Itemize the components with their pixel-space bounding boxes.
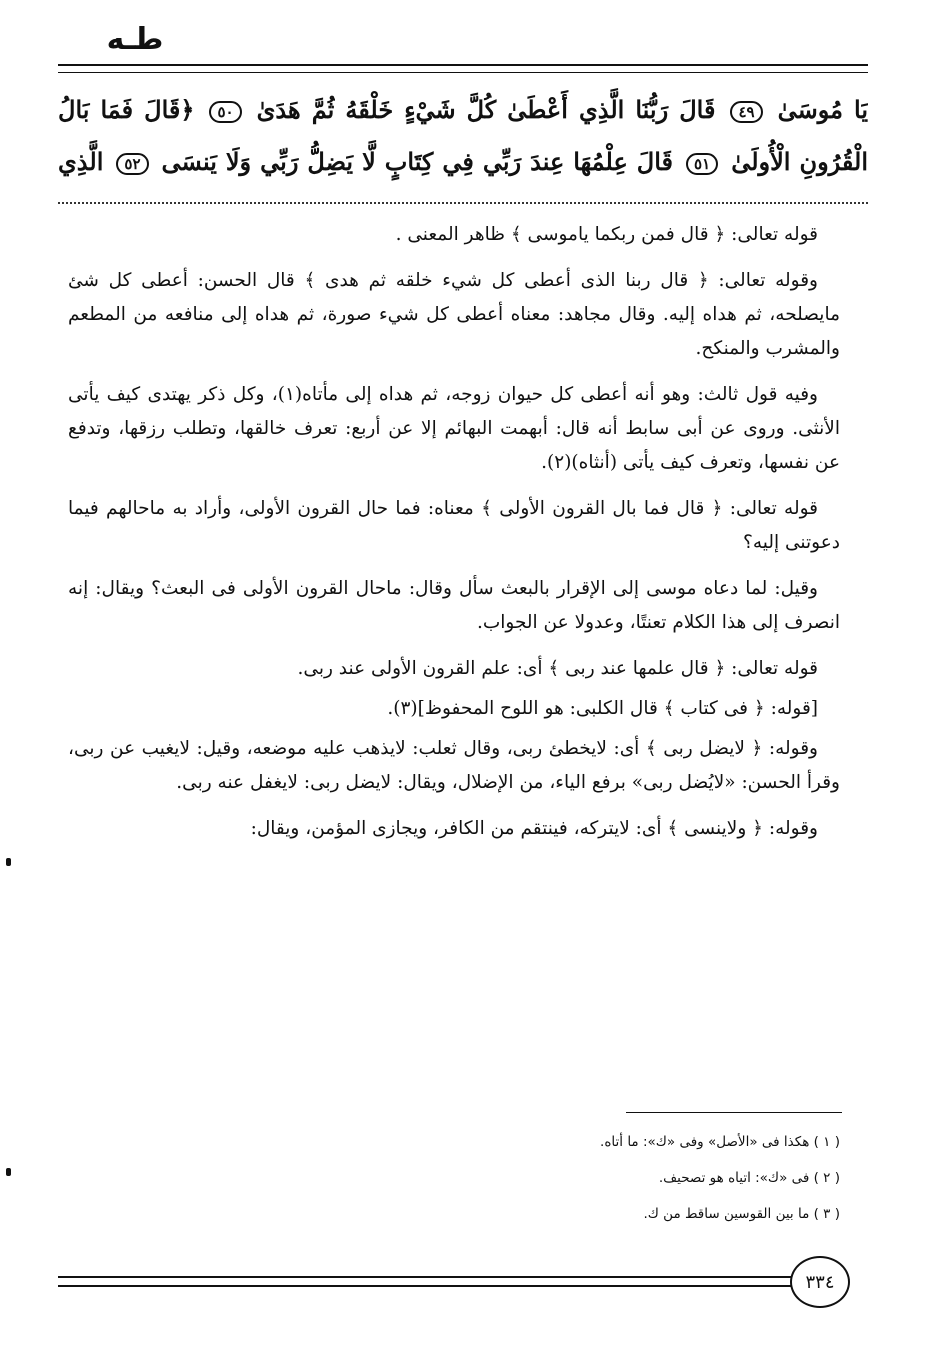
- commentary-text: [68, 218, 840, 858]
- footnote: ( ٢ ) فى «ك»: اتياه هو تصحيف.: [658, 1170, 840, 1186]
- footnotes: [100, 1124, 840, 1232]
- verse-number-mark: ٤٩: [730, 101, 762, 123]
- verse-text: الَّذِي: [58, 147, 104, 176]
- paragraph: وفيه قول ثالث: وهو أنه أعطى كل حيوان زوجه، ثم هداه إلى مأتاه(١)، وكل ذكر يهتدى كيف يأتى الأنثى. وروى عن أبى سابط أنه قال: أبهمت البهائم إلا عن أربع: تعرف خالقها، وتطلب رزقها، وتدفع عن نفسها، وتعرف كيف يأتى (أنثاه)(٢).: [68, 384, 840, 473]
- paragraph: وقيل: لما دعاه موسى إلى الإقرار بالبعث سأل وقال: ماحال القرون الأولى فى البعث؟ ويقال: إنه انصرف إلى هذا الكلام تعنتًا، وعدولا عن الجواب.: [68, 578, 840, 633]
- surah-title: طـه: [106, 22, 164, 57]
- verse-number-mark: ٥١: [686, 153, 718, 175]
- quran-separator: [58, 202, 868, 204]
- paragraph: وقوله: ﴿ لايضل ربى ﴾ أى: لايخطئ ربى، وقال ثعلب: لايذهب عليه موضعه، وقيل: لايغيب عن ربى، وقرأ الحسن: «لايُضل ربى» برفع الياء، من الإضلال، ويقال: لايضل ربى: لايغفل عنه ربى.: [68, 738, 840, 793]
- verse-number-mark: ٥٢: [116, 153, 148, 175]
- verse-text: ﴿قَالَ فَمَا بَالُ: [58, 95, 195, 124]
- verse-text: يَا مُوسَىٰ: [777, 95, 868, 124]
- verse-text: قَالَ عِلْمُهَا عِندَ رَبِّي فِي كِتَابٍ لَّا يَضِلُّ رَبِّي وَلَا يَنسَى: [161, 147, 674, 176]
- margin-mark: [6, 858, 11, 866]
- paragraph: وقوله: ﴿ ولاينسى ﴾ أى: لايتركه، فينتقم من الكافر، ويجازى المؤمن، ويقال:: [250, 818, 818, 839]
- header-rule: [58, 64, 868, 73]
- footnote: ( ٣ ) ما بين القوسين ساقط من ك.: [643, 1206, 840, 1222]
- verse-number-mark: ٥٠: [209, 101, 241, 123]
- verse-text: الْقُرُونِ الْأُولَىٰ: [731, 147, 868, 176]
- paragraph: وقوله تعالى: ﴿ قال ربنا الذى أعطى كل شيء خلقه ثم هدى ﴾ قال الحسن: أعطى كل شئ مايصلحه، ثم هداه إليه. وقال مجاهد: معناه أعطى كل شيء صورة، ثم هداه إلى منافعه من المطعم والمشرب والمنكح.: [68, 270, 840, 359]
- paragraph: قوله تعالى: ﴿ قال فمن ربكما ياموسى ﴾ ظاهر المعنى .: [395, 224, 818, 245]
- page-number: ٣٣٤: [790, 1256, 850, 1308]
- quran-line-1: [58, 84, 868, 136]
- footnote-separator: [626, 1112, 842, 1113]
- verse-text: قَالَ رَبُّنَا الَّذِي أَعْطَىٰ كُلَّ شَيْءٍ خَلْقَهُ ثُمَّ هَدَىٰ: [256, 95, 716, 124]
- paragraph: قوله تعالى: ﴿ قال فما بال القرون الأولى ﴾ معناه: فما حال القرون الأولى، وأراد به ماحالهم فيما دعوتنى إليه؟: [68, 498, 840, 553]
- paragraph: [قوله: ﴿ فى كتاب ﴾ قال الكلبى: هو اللوح المحفوظ](٣).: [387, 698, 818, 719]
- margin-mark: [6, 1168, 11, 1176]
- footnote: ( ١ ) هكذا فى «الأصل» وفى «ك»: ما أتاه.: [600, 1134, 840, 1150]
- quran-line-2: [58, 136, 868, 188]
- paragraph: قوله تعالى: ﴿ قال علمها عند ربى ﴾ أى: علم القرون الأولى عند ربى.: [297, 658, 818, 679]
- footer-rule: [58, 1276, 798, 1287]
- quran-verses-block: [58, 84, 868, 188]
